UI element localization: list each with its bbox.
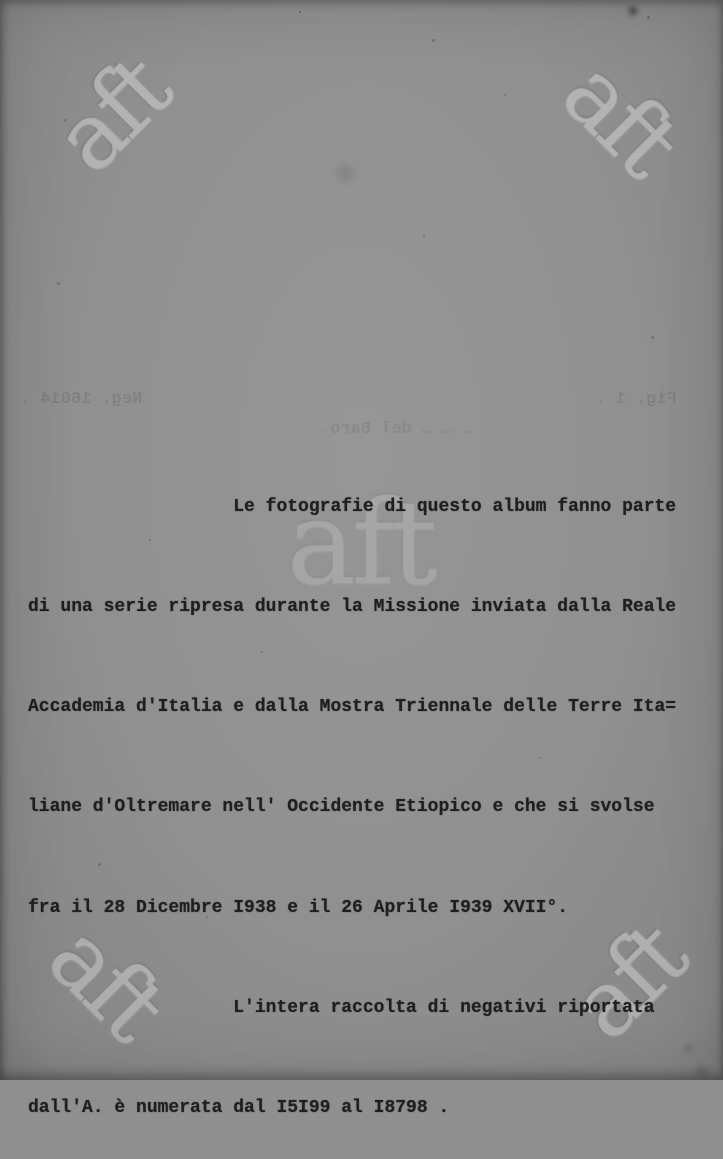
typed-line: Accademia d'Italia e dalla Mostra Triennale delle Terre Ita=	[28, 697, 677, 718]
watermark-aft: aft	[286, 476, 434, 611]
typewritten-text-block	[28, 424, 717, 1159]
typed-line: fra il 28 Dicembre I938 e il 26 Aprile I939 XVII°.	[28, 897, 569, 918]
typed-line: dall'A. è numerata dal I5I99 al I8798 .	[28, 1098, 450, 1119]
watermark-aft: aft	[33, 36, 190, 193]
watermark-aft: aft	[542, 39, 699, 196]
watermark-aft: aft	[549, 903, 706, 1060]
watermark-aft: aft	[28, 903, 185, 1060]
typed-line: Le fotografie di questo album fanno parte	[28, 496, 677, 517]
typed-line: L'intera raccolta di negativi riportata	[28, 997, 655, 1018]
typed-line: liane d'Oltremare nell' Occidente Etiopico e che si svolse	[28, 797, 655, 818]
typed-line: di una serie ripresa durante la Missione inviata dalla Reale	[28, 597, 677, 618]
